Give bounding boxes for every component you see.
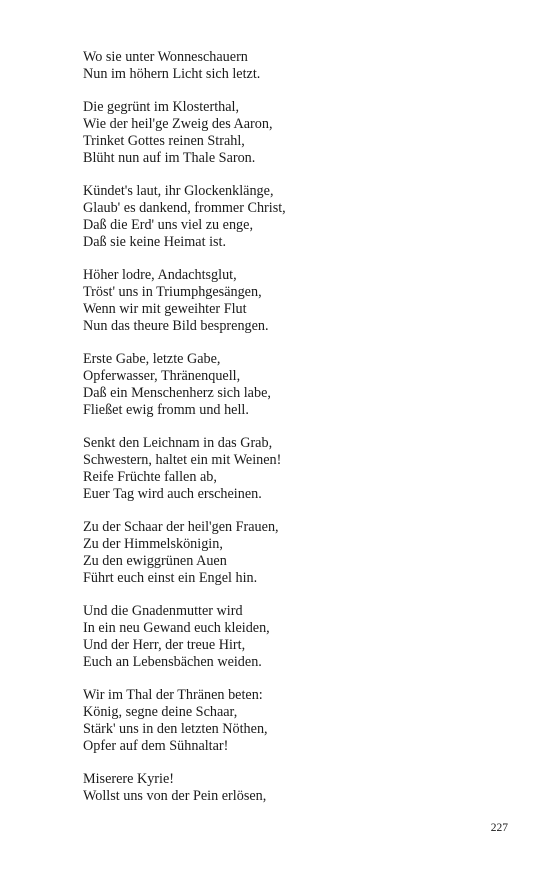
stanza <box>83 519 503 586</box>
poem-line: Wollst uns von der Pein erlösen, <box>83 788 267 805</box>
poem-line: Wenn wir mit geweihter Flut <box>83 300 247 317</box>
poem-line: Opfer auf dem Sühnaltar! <box>83 737 229 754</box>
poem-text <box>83 49 503 822</box>
poem-line: Tröst' uns in Triumphgesängen, <box>83 284 262 301</box>
poem-line: Daß die Erd' uns viel zu enge, <box>83 216 253 233</box>
poem-line: Blüht nun auf im Thale Saron. <box>83 149 256 166</box>
stanza <box>83 267 503 334</box>
poem-line: Fließet ewig fromm und hell. <box>83 401 249 418</box>
poem-line: Glaub' es dankend, frommer Christ, <box>83 200 286 217</box>
poem-line: Wie der heil'ge Zweig des Aaron, <box>83 116 273 133</box>
stanza <box>83 771 503 805</box>
poem-line: Stärk' uns in den letzten Nöthen, <box>83 720 268 737</box>
poem-line: Miserere Kyrie! <box>83 771 174 788</box>
poem-line: Wir im Thal der Thränen beten: <box>83 687 263 704</box>
poem-line: Und die Gnadenmutter wird <box>83 603 243 620</box>
poem-line: Euer Tag wird auch erscheinen. <box>83 485 262 502</box>
stanza <box>83 49 503 83</box>
stanza <box>83 687 503 754</box>
poem-line: Erste Gabe, letzte Gabe, <box>83 351 221 368</box>
poem-line: Nun im höhern Licht sich letzt. <box>83 65 261 82</box>
poem-line: Höher lodre, Andachtsglut, <box>83 267 237 284</box>
poem-line: Und der Herr, der treue Hirt, <box>83 636 246 653</box>
stanza <box>83 435 503 502</box>
stanza <box>83 351 503 418</box>
poem-line: Nun das theure Bild besprengen. <box>83 317 269 334</box>
poem-line: In ein neu Gewand euch kleiden, <box>83 620 270 637</box>
poem-line: Reife Früchte fallen ab, <box>83 468 217 485</box>
poem-line: Die gegrünt im Klosterthal, <box>83 99 240 116</box>
poem-line: Zu der Himmelskönigin, <box>83 536 223 553</box>
poem-line: Schwestern, haltet ein mit Weinen! <box>83 452 282 469</box>
poem-line: Trinket Gottes reinen Strahl, <box>83 132 245 149</box>
poem-line: Zu den ewiggrünen Auen <box>83 552 227 569</box>
poem-line: Opferwasser, Thränenquell, <box>83 368 241 385</box>
poem-line: Daß ein Menschenherz sich labe, <box>83 384 271 401</box>
stanza <box>83 99 503 166</box>
poem-line: Zu der Schaar der heil'gen Frauen, <box>83 519 279 536</box>
poem-line: Daß sie keine Heimat ist. <box>83 233 227 250</box>
poem-line: Führt euch einst ein Engel hin. <box>83 569 258 586</box>
page-number: 227 <box>490 822 508 834</box>
poem-line: Euch an Lebensbächen weiden. <box>83 653 262 670</box>
stanza <box>83 603 503 670</box>
poem-line: Wo sie unter Wonneschauern <box>83 49 248 65</box>
poem-line: Senkt den Leichnam in das Grab, <box>83 435 273 452</box>
poem-line: König, segne deine Schaar, <box>83 704 238 721</box>
poem-line: Kündet's laut, ihr Glockenklänge, <box>83 183 274 200</box>
stanza <box>83 183 503 250</box>
